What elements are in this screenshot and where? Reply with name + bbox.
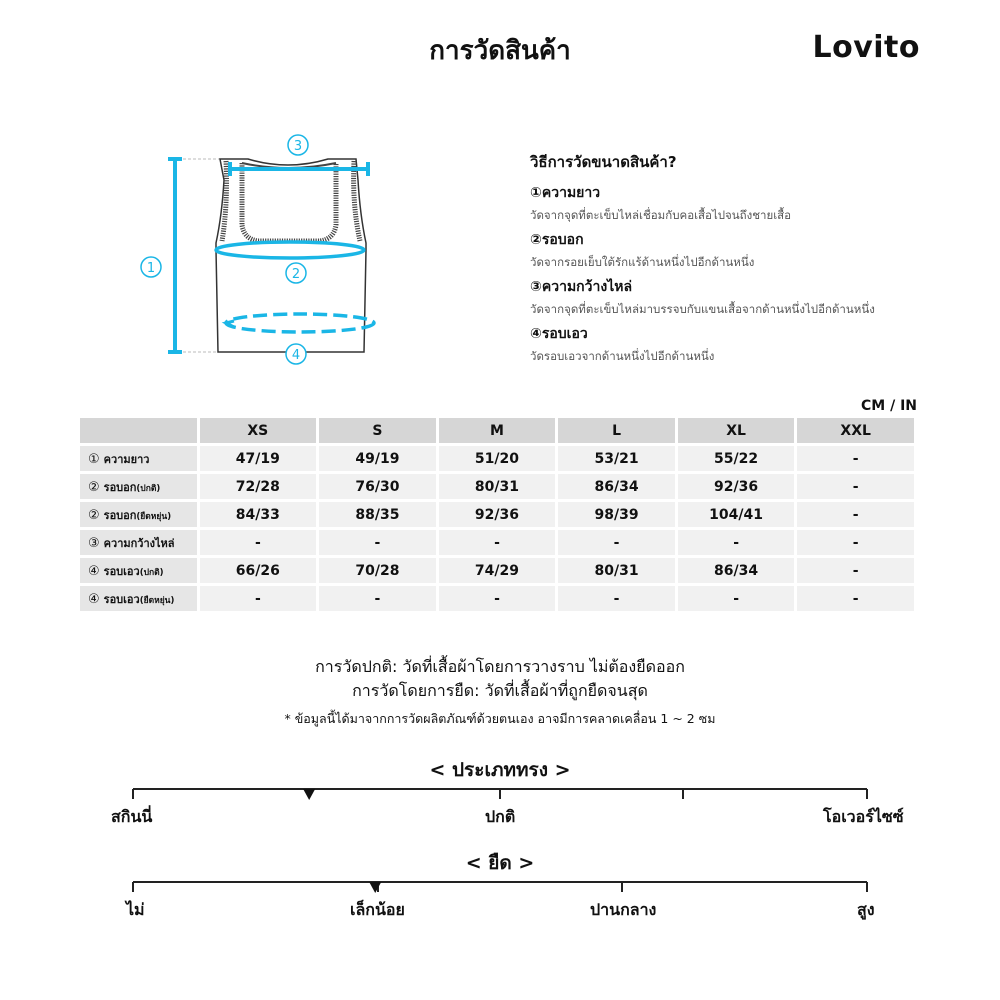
size-cell: 86/34 — [558, 474, 675, 499]
size-header-l: L — [558, 418, 675, 443]
size-cell: 98/39 — [558, 502, 675, 527]
size-cell: 80/31 — [558, 558, 675, 583]
row-label-text: รอบอก — [103, 508, 137, 522]
table-corner — [80, 418, 197, 443]
size-cell: - — [678, 530, 795, 555]
instruction-shoulder — [530, 276, 950, 319]
size-cell: - — [797, 502, 914, 527]
size-row — [80, 474, 914, 499]
size-row — [80, 446, 914, 471]
row-label-sub: (ยืดหยุ่น) — [136, 511, 172, 522]
row-label-sub: (ยืดหยุ่น) — [139, 595, 175, 606]
row-label-sub: (ปกติ) — [139, 567, 164, 578]
row-label — [80, 502, 197, 527]
size-cell: - — [200, 530, 317, 555]
size-cell: 76/30 — [319, 474, 436, 499]
size-header-xl: XL — [678, 418, 795, 443]
row-label — [80, 558, 197, 583]
row-label-text: รอบเอว — [103, 592, 140, 606]
size-table-body — [80, 446, 914, 611]
row-label-text: รอบอก — [103, 480, 137, 494]
row-number: ② — [88, 507, 100, 523]
size-cell: 72/28 — [200, 474, 317, 499]
size-cell: 70/28 — [319, 558, 436, 583]
stretch-selected-marker — [369, 882, 381, 893]
tank-top-diagram — [130, 125, 400, 375]
row-label-sub: (ปกติ) — [136, 483, 161, 494]
row-number: ③ — [88, 535, 100, 551]
instruction-title: ②รอบอก — [530, 232, 584, 248]
unit-label: CM / IN — [861, 398, 917, 414]
brand-logo: Lovito — [812, 30, 920, 65]
note-normal: การวัดปกติ: วัดที่เสื้อผ้าโดยการวางราบ ไม่ต้องยืดออก — [315, 657, 685, 676]
size-cell: - — [797, 530, 914, 555]
size-cell: - — [319, 586, 436, 611]
instruction-waist — [530, 323, 950, 366]
instruction-desc: วัดจากจุดที่ตะเข็บไหล่มาบรรจบกับแขนเสื้อจากด้านหนึ่งไปอีกด้านหนึ่ง — [530, 302, 875, 316]
row-label-text: ความกว้างไหล่ — [103, 536, 175, 550]
marker-1 — [141, 257, 161, 277]
svg-text:3: 3 — [293, 139, 303, 154]
svg-text:1: 1 — [146, 261, 156, 276]
stretch-label-high: สูง — [857, 900, 875, 919]
note-disclaimer: * ข้อมูลนี้ได้มาจากการวัดผลิตภัณฑ์ด้วยตนเอง อาจมีการคลาดเคลื่อน 1 ~ 2 ซม — [284, 711, 716, 726]
row-label — [80, 446, 197, 471]
stretch-label-slight: เล็กน้อย — [350, 900, 405, 919]
svg-text:2: 2 — [291, 267, 301, 282]
size-cell: 92/36 — [678, 474, 795, 499]
row-label — [80, 530, 197, 555]
size-row — [80, 586, 914, 611]
row-label-text: รอบเอว — [103, 564, 140, 578]
size-table — [77, 415, 917, 614]
size-header-row — [80, 418, 914, 443]
size-cell: - — [558, 530, 675, 555]
instruction-desc: วัดรอบเอวจากด้านหนึ่งไปอีกด้านหนึ่ง — [530, 349, 715, 363]
size-row — [80, 558, 914, 583]
instruction-title: ①ความยาว — [530, 185, 601, 201]
row-label — [80, 586, 197, 611]
stretch-label-none: ไม่ — [126, 900, 145, 919]
size-cell: - — [200, 586, 317, 611]
instruction-desc: วัดจากจุดที่ตะเข็บไหล่เชื่อมกับคอเสื้อไปจนถึงชายเสื้อ — [530, 208, 792, 222]
size-cell: 51/20 — [439, 446, 556, 471]
size-cell: - — [797, 474, 914, 499]
size-cell: - — [558, 586, 675, 611]
size-cell: - — [797, 446, 914, 471]
size-cell: 53/21 — [558, 446, 675, 471]
row-label-text: ความยาว — [103, 452, 150, 466]
size-cell: 86/34 — [678, 558, 795, 583]
instruction-length — [530, 182, 950, 225]
size-cell: - — [319, 530, 436, 555]
size-cell: - — [678, 586, 795, 611]
size-cell: 49/19 — [319, 446, 436, 471]
stretch-label-medium: ปานกลาง — [590, 900, 657, 919]
size-cell: 104/41 — [678, 502, 795, 527]
size-cell: 55/22 — [678, 446, 795, 471]
page-title: การวัดสินค้า — [429, 36, 571, 66]
size-header-xs: XS — [200, 418, 317, 443]
marker-3 — [288, 135, 308, 155]
size-cell: 74/29 — [439, 558, 556, 583]
marker-2 — [286, 263, 306, 283]
size-cell: - — [439, 530, 556, 555]
stretch-scale-bar — [0, 872, 1000, 902]
size-row — [80, 502, 914, 527]
row-number: ① — [88, 451, 100, 467]
instruction-title: ④รอบเอว — [530, 326, 588, 342]
stretch-scale-title: < ยืด > — [465, 852, 535, 874]
size-header-xxl: XXL — [797, 418, 914, 443]
instruction-bust — [530, 229, 950, 272]
garment-illustration — [130, 125, 400, 375]
marker-4 — [286, 344, 306, 364]
size-cell: - — [797, 586, 914, 611]
size-cell: 66/26 — [200, 558, 317, 583]
note-stretch: การวัดโดยการยืด: วัดที่เสื้อผ้าที่ถูกยืดจนสุด — [352, 681, 648, 700]
size-cell: 80/31 — [439, 474, 556, 499]
fit-label-regular: ปกติ — [485, 807, 516, 826]
row-number: ④ — [88, 563, 100, 579]
instruction-title: ③ความกว้างไหล่ — [530, 279, 633, 295]
fit-label-skinny: สกินนี่ — [111, 807, 153, 826]
size-cell: - — [439, 586, 556, 611]
row-number: ② — [88, 479, 100, 495]
row-label — [80, 474, 197, 499]
row-number: ④ — [88, 591, 100, 607]
size-cell: 84/33 — [200, 502, 317, 527]
fit-label-oversize: โอเวอร์ไซซ์ — [823, 807, 904, 826]
fit-scale-title: < ประเภททรง > — [429, 759, 571, 781]
size-cell: - — [797, 558, 914, 583]
svg-text:4: 4 — [291, 348, 301, 363]
size-cell: 47/19 — [200, 446, 317, 471]
fit-selected-marker — [303, 789, 315, 800]
size-row — [80, 530, 914, 555]
measure-instructions — [530, 150, 950, 370]
size-header-m: M — [439, 418, 556, 443]
measurement-notes — [0, 655, 1000, 729]
instructions-heading: วิธีการวัดขนาดสินค้า? — [530, 153, 677, 171]
size-header-s: S — [319, 418, 436, 443]
size-cell: 92/36 — [439, 502, 556, 527]
instruction-desc: วัดจากรอยเย็บใต้รักแร้ด้านหนึ่งไปอีกด้านหนึ่ง — [530, 255, 755, 269]
size-cell: 88/35 — [319, 502, 436, 527]
